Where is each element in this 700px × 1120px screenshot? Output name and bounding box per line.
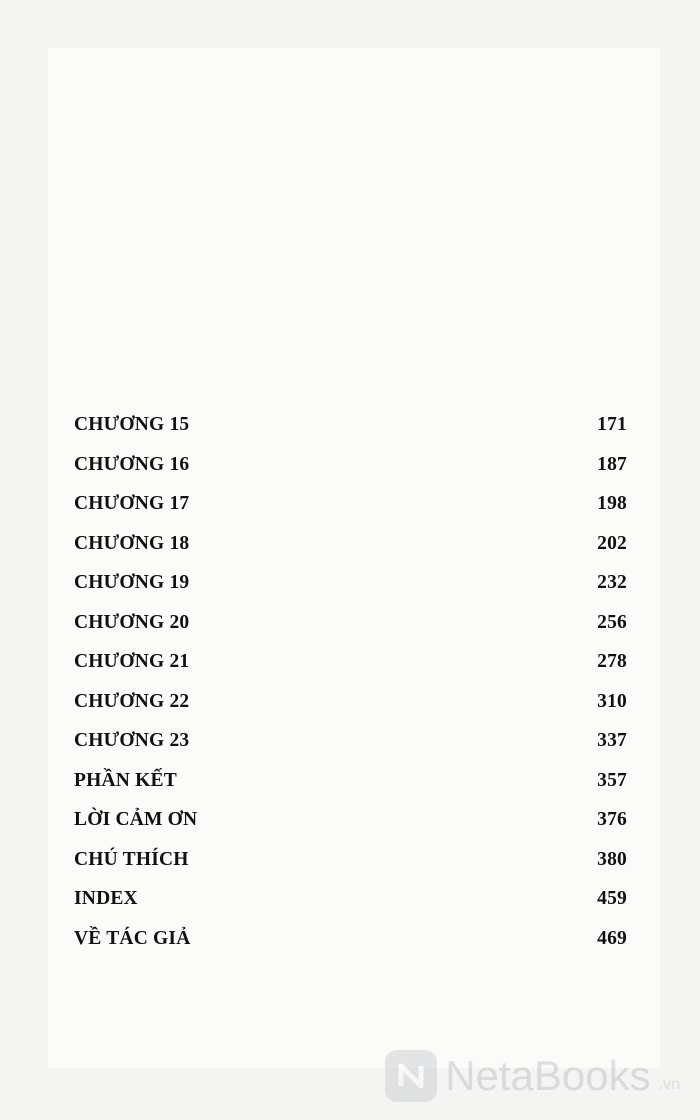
toc-page-number: 202: [597, 532, 627, 554]
toc-title: INDEX: [74, 888, 138, 909]
toc-page-number: 198: [597, 493, 627, 514]
toc-page-number: 310: [597, 690, 627, 712]
toc-title: VỀ TÁC GIẢ: [74, 927, 191, 949]
toc-row: [74, 888, 627, 928]
toc-page-number: 171: [597, 414, 627, 435]
toc-title: CHƯƠNG 19: [74, 572, 190, 593]
toc-title: CHƯƠNG 15: [74, 414, 190, 435]
toc-row: [74, 493, 627, 533]
toc-title: CHƯƠNG 18: [74, 532, 190, 554]
toc-page-number: 357: [597, 769, 627, 791]
toc-title: CHƯƠNG 16: [74, 453, 190, 475]
toc-row: [74, 454, 627, 494]
netabooks-watermark: [385, 1050, 680, 1102]
toc-title: PHẦN KẾT: [74, 769, 177, 791]
watermark-brand: NetaBooks: [445, 1052, 651, 1099]
toc-page-number: 187: [597, 453, 627, 475]
toc-page-number: 278: [597, 651, 627, 672]
toc-title: LỜI CẢM ƠN: [74, 809, 198, 830]
toc-row: [74, 572, 627, 612]
toc-title: CHƯƠNG 23: [74, 730, 190, 751]
toc-title: CHƯƠNG 17: [74, 493, 190, 514]
toc-row: [74, 651, 627, 691]
table-of-contents: [74, 414, 627, 967]
toc-title: CHƯƠNG 22: [74, 690, 190, 712]
toc-row: [74, 770, 627, 810]
toc-row: [74, 533, 627, 573]
toc-row: [74, 809, 627, 849]
toc-page-number: 459: [597, 888, 627, 909]
watermark-suffix: .vn: [658, 1076, 680, 1093]
toc-page-number: 337: [597, 730, 627, 751]
toc-title: CHÚ THÍCH: [74, 848, 189, 870]
netabooks-logo-icon: [385, 1050, 437, 1102]
toc-row: [74, 612, 627, 652]
toc-page-number: 469: [597, 927, 627, 949]
toc-page-number: 256: [597, 611, 627, 633]
toc-row: [74, 730, 627, 770]
toc-page-number: 376: [597, 809, 627, 830]
toc-row: [74, 414, 627, 454]
toc-row: [74, 928, 627, 968]
toc-title: CHƯƠNG 20: [74, 611, 190, 633]
toc-row: [74, 849, 627, 889]
toc-page-number: 232: [597, 572, 627, 593]
toc-row: [74, 691, 627, 731]
toc-title: CHƯƠNG 21: [74, 651, 190, 672]
toc-page-number: 380: [597, 848, 627, 870]
